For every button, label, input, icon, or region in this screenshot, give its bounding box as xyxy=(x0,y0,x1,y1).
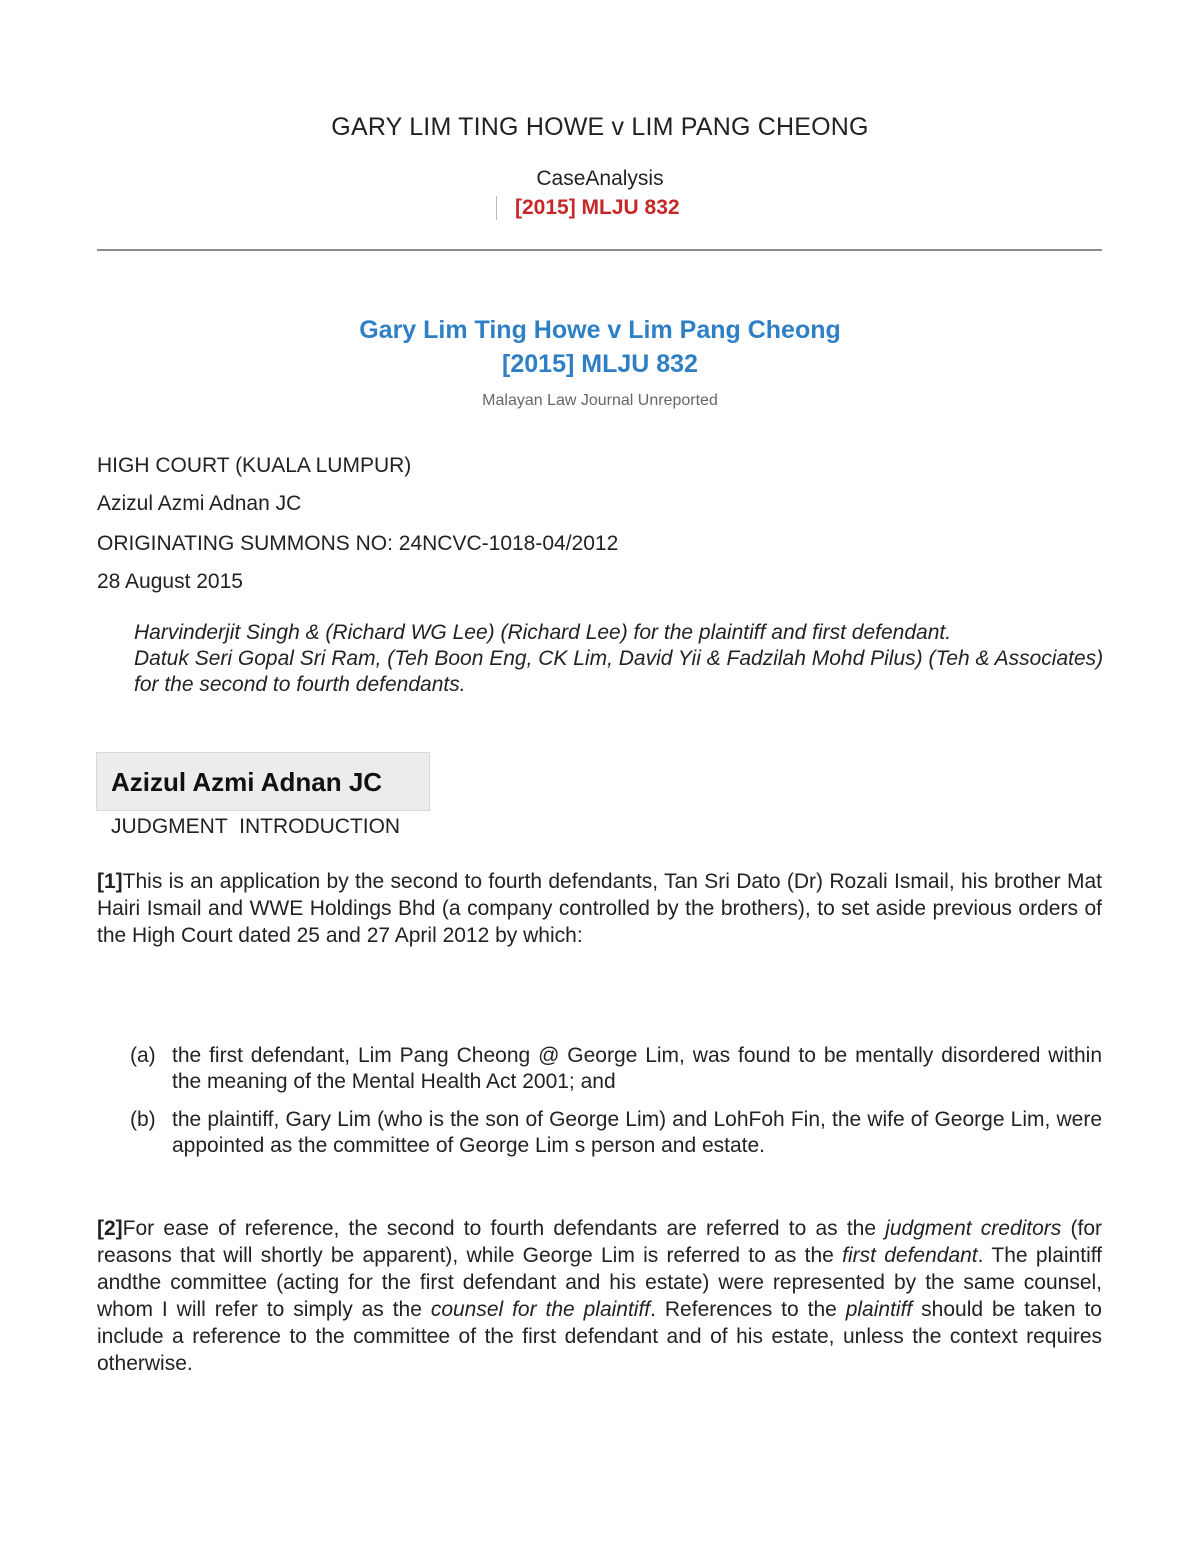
paragraph-text: should be taken to include a reference to the committee of the first defendant and of his estate, unless the context requires otherwise. xyxy=(97,1298,1102,1375)
summons-number: ORIGINATING SUMMONS NO: 24NCVC-1018-04/2012 xyxy=(97,532,619,555)
paragraph-text: (for reasons that will shortly be apparent), while George Lim is referred to as the xyxy=(97,1217,1102,1267)
paragraph-number: [1] xyxy=(97,870,123,893)
paragraph-text: . The plaintiff andthe committee (acting for the first defendant and his estate) were represented by the same counsel, whom I will refer to simply as the xyxy=(97,1244,1103,1321)
paragraph-text: This is an application by the second to fourth defendants, Tan Sri Dato (Dr) Rozali Ismail, his brother Mat Hairi Ismail and WWE Holdings Bhd (a company controlled by the brothers), to set aside previous orders of the High Court dated 25 and 27 April 2012 by which: xyxy=(97,870,1102,947)
paragraph-number: [2] xyxy=(97,1217,123,1240)
journal-name: Malayan Law Journal Unreported xyxy=(482,392,718,409)
case-title xyxy=(0,313,1200,381)
list-item xyxy=(130,1043,1102,1095)
document-header-title: GARY LIM TING HOWE v LIM PANG CHEONG xyxy=(331,113,869,141)
counsel-plaintiff: Harvinderjit Singh & (Richard WG Lee) (Richard Lee) for the plaintiff and first defendant. xyxy=(134,621,952,644)
list-marker: (b) xyxy=(130,1108,156,1131)
case-title-line2: [2015] MLJU 832 xyxy=(502,350,698,378)
list-text: the first defendant, Lim Pang Cheong @ George Lim, was found to be mentally disordered within the meaning of the Mental Health Act 2001; and xyxy=(172,1044,1102,1093)
defined-term: first defendant xyxy=(842,1244,978,1267)
judgment-section-label: JUDGMENT INTRODUCTION xyxy=(111,815,401,838)
horizontal-rule xyxy=(97,249,1102,251)
header-citation xyxy=(496,196,680,220)
header-citation-text: [2015] MLJU 832 xyxy=(515,196,680,219)
judge-heading: Azizul Azmi Adnan JC xyxy=(96,752,430,811)
list-item xyxy=(130,1107,1102,1159)
judge-name: Azizul Azmi Adnan JC xyxy=(97,492,302,515)
case-title-line1: Gary Lim Ting Howe v Lim Pang Cheong xyxy=(359,316,841,344)
list-marker: (a) xyxy=(130,1044,156,1067)
list-text: the plaintiff, Gary Lim (who is the son of George Lim) and LohFoh Fin, the wife of George Lim, were appointed as the committee of George Lim s person and estate. xyxy=(172,1108,1102,1157)
court-name: HIGH COURT (KUALA LUMPUR) xyxy=(97,454,412,477)
counsel-block xyxy=(134,620,1104,698)
judgment-date: 28 August 2015 xyxy=(97,570,243,593)
counsel-defendants: Datuk Seri Gopal Sri Ram, (Teh Boon Eng, CK Lim, David Yii & Fadzilah Mohd Pilus) (Teh & Associates) for the second to fourth defendants. xyxy=(134,647,1104,696)
defined-term: judgment creditors xyxy=(885,1217,1062,1240)
paragraph-1 xyxy=(97,868,1102,949)
paragraph-2 xyxy=(97,1215,1102,1377)
citation-divider xyxy=(496,196,497,220)
paragraph-text: . References to the xyxy=(650,1298,846,1321)
defined-term: plaintiff xyxy=(845,1298,913,1321)
defined-term: counsel for the plaintiff xyxy=(430,1298,651,1321)
document-header-subtitle: CaseAnalysis xyxy=(536,167,664,190)
paragraph-text: For ease of reference, the second to fourth defendants are referred to as the xyxy=(122,1217,886,1240)
